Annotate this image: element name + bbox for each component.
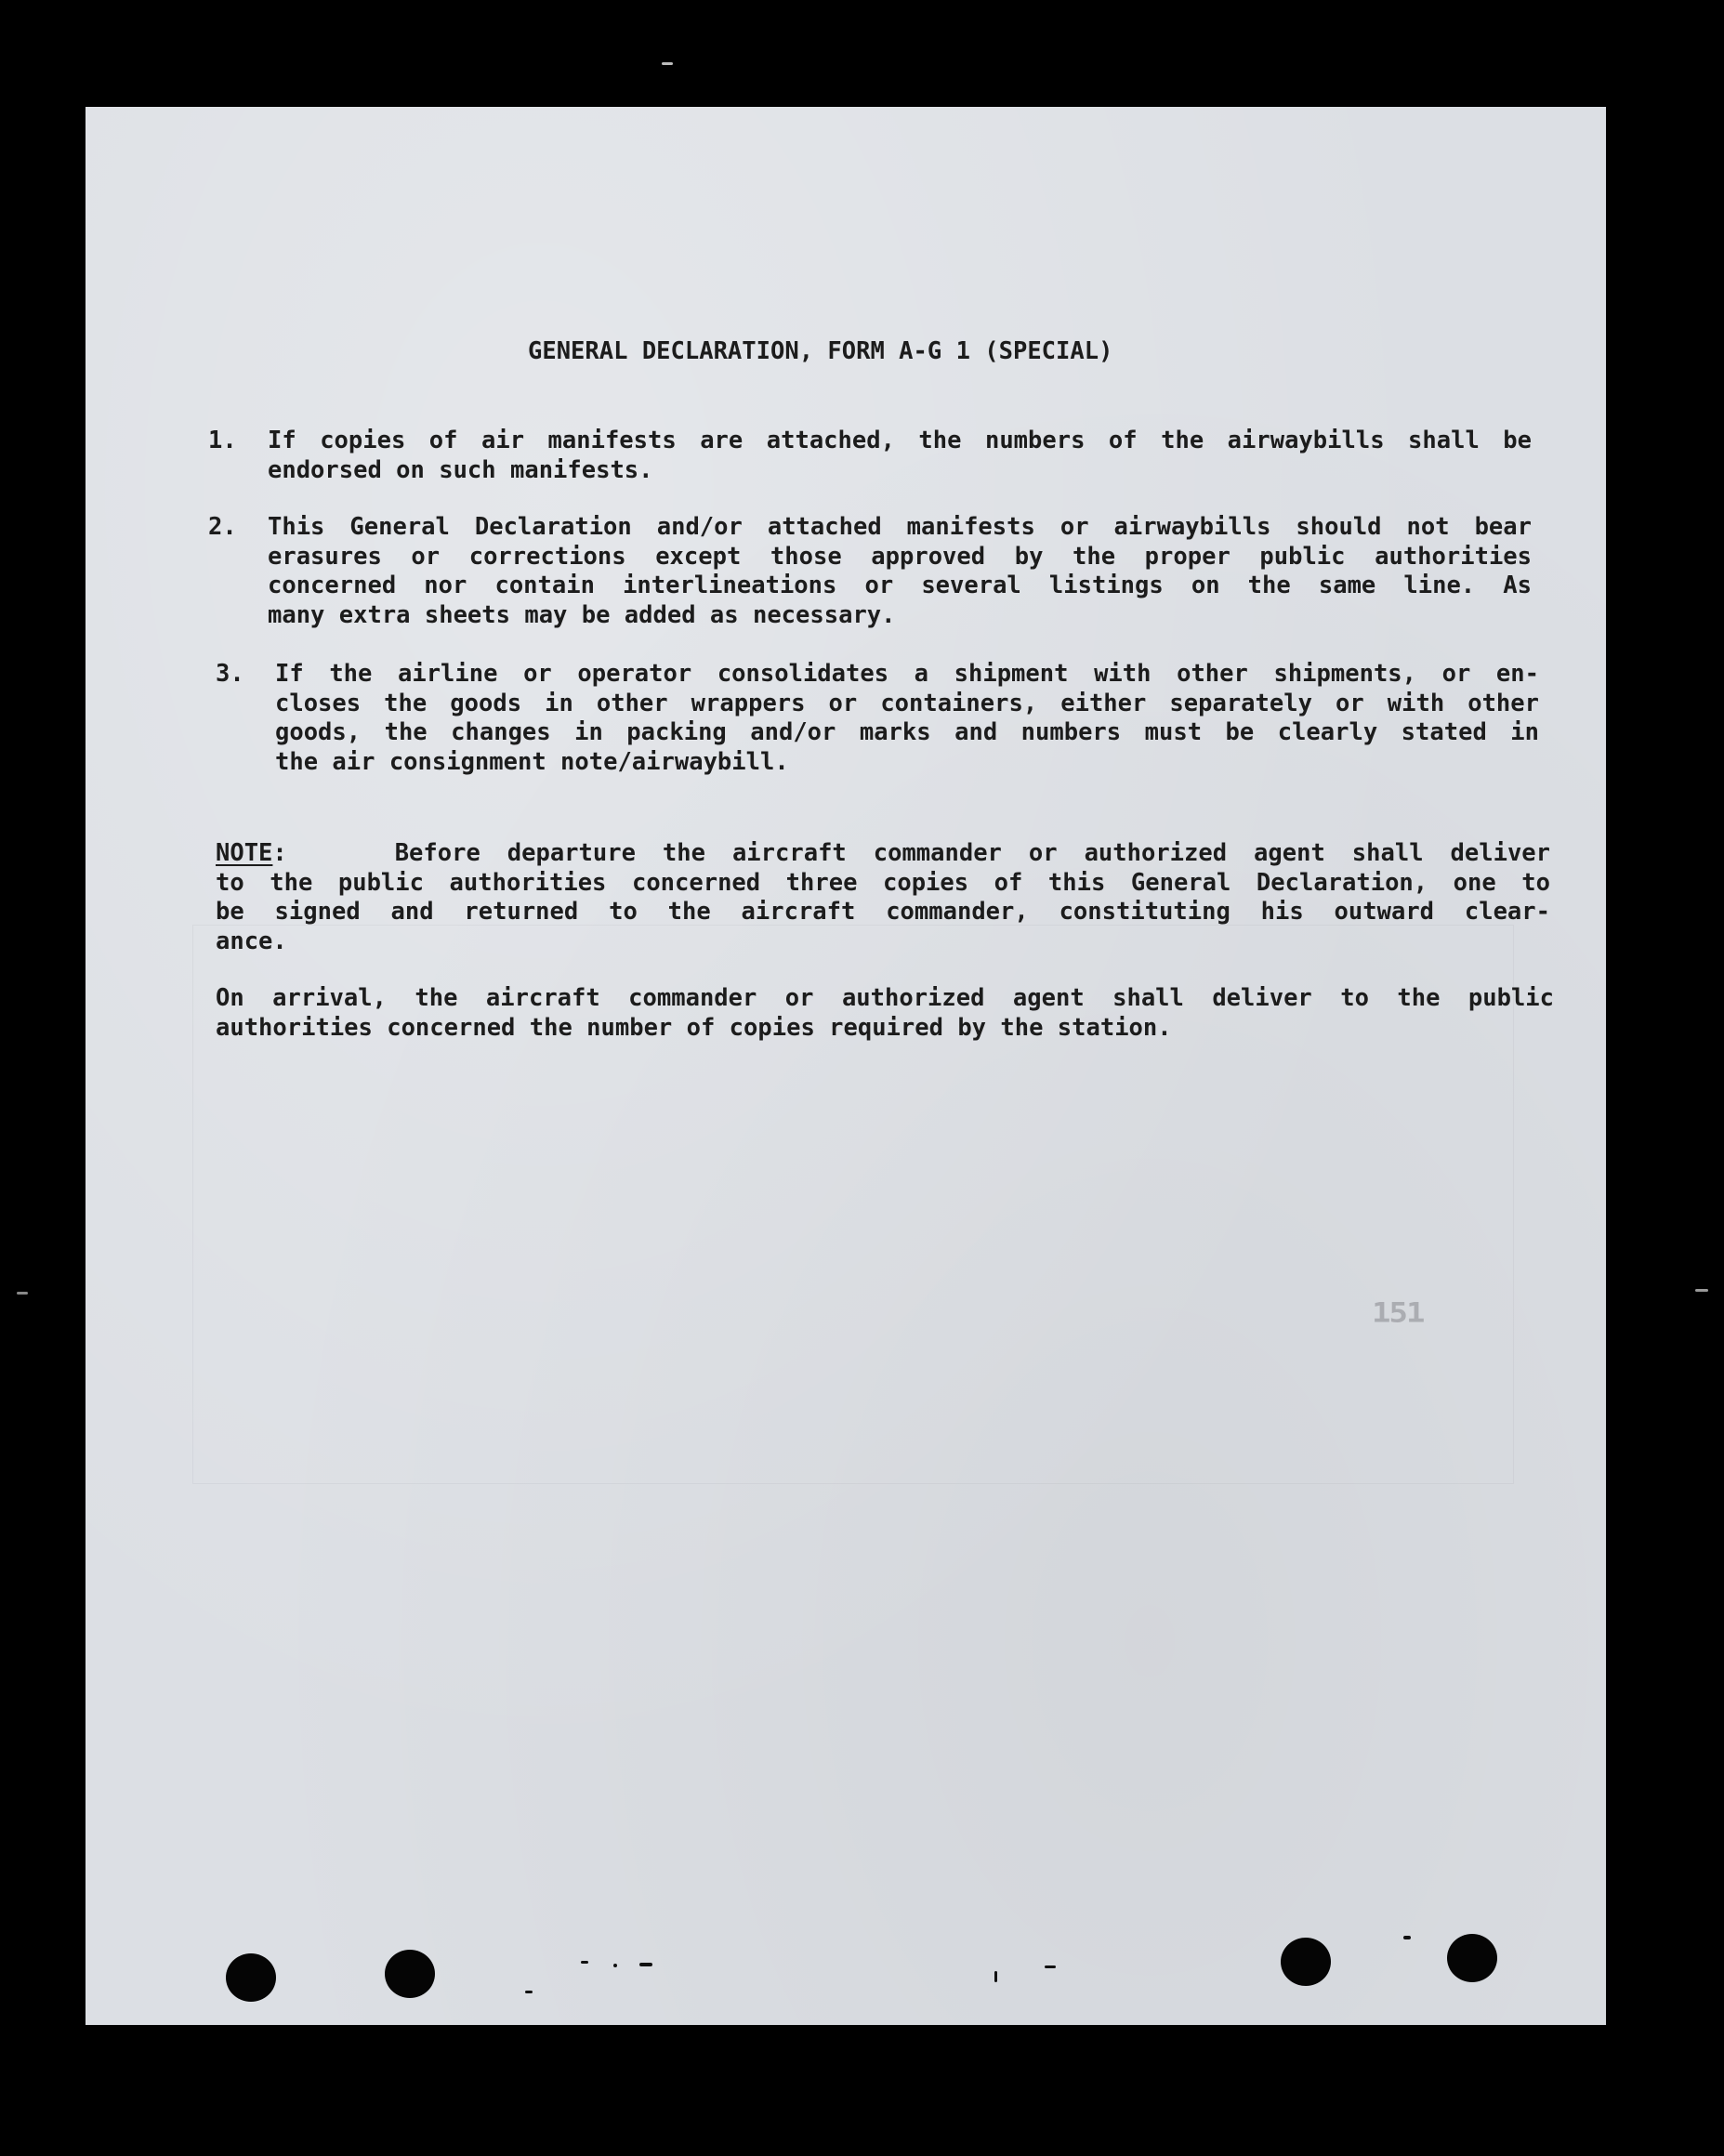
note-text: Before departure the aircraft commander or authorized agent shall deliver <box>394 839 1550 867</box>
speck <box>662 62 673 65</box>
punch-hole <box>1281 1938 1331 1986</box>
note-line: to the public authorities concerned three copies of this General Declaration, one to <box>216 868 1550 897</box>
note-colon: : <box>272 839 287 867</box>
item-line: many extra sheets may be added as necessary. <box>268 600 896 629</box>
item-line: If copies of air manifests are attached, the numbers of the airwaybills shall be <box>268 427 1532 454</box>
note-line: be signed and returned to the aircraft commander, constituting his outward clear- <box>216 898 1550 926</box>
item-body <box>268 513 1532 630</box>
item-line: closes the goods in other wrappers or containers, either separately or with other <box>275 689 1539 717</box>
speck <box>1695 1289 1708 1292</box>
item-number: 2. <box>208 513 237 541</box>
item-number: 3. <box>216 660 244 688</box>
item-body <box>275 660 1539 777</box>
punch-hole <box>1447 1934 1497 1982</box>
speck <box>1403 1936 1411 1939</box>
arrival-line: On arrival, the aircraft commander or authorized agent shall deliver to the public <box>216 984 1554 1012</box>
item-line: If the airline or operator consolidates a shipment with other shipments, or en- <box>275 660 1539 688</box>
faint-stamp: 151 <box>1372 1297 1424 1329</box>
note-label: NOTE <box>216 839 273 867</box>
item-line: the air consignment note/airwaybill. <box>275 747 789 776</box>
punch-hole <box>385 1950 435 1998</box>
note-line: ance. <box>216 927 287 955</box>
punch-hole <box>226 1953 276 2002</box>
paper-sheet <box>86 107 1606 2025</box>
speck <box>613 1964 617 1967</box>
arrival-line: authorities concerned the number of copies required by the station. <box>216 1013 1172 1042</box>
item-line: erasures or corrections except those approved by the proper public authorities <box>268 542 1532 571</box>
speck <box>994 1971 997 1982</box>
item-number: 1. <box>208 427 237 454</box>
speck <box>581 1961 588 1964</box>
item-body <box>268 427 1532 485</box>
note-paragraph <box>216 839 1550 956</box>
speck <box>17 1292 28 1295</box>
document-title: GENERAL DECLARATION, FORM A-G 1 (SPECIAL) <box>528 337 1113 365</box>
item-line: This General Declaration and/or attached manifests or airwaybills should not bear <box>268 513 1532 541</box>
item-line: goods, the changes in packing and/or marks and numbers must be clearly stated in <box>275 718 1539 746</box>
note-first-line <box>216 839 1550 869</box>
item-line: endorsed on such manifests. <box>268 455 653 484</box>
arrival-paragraph <box>216 984 1554 1043</box>
speck <box>1045 1965 1056 1968</box>
speck <box>525 1991 533 1993</box>
speck <box>639 1963 652 1966</box>
item-line: concerned nor contain interlineations or several listings on the same line. As <box>268 572 1532 599</box>
